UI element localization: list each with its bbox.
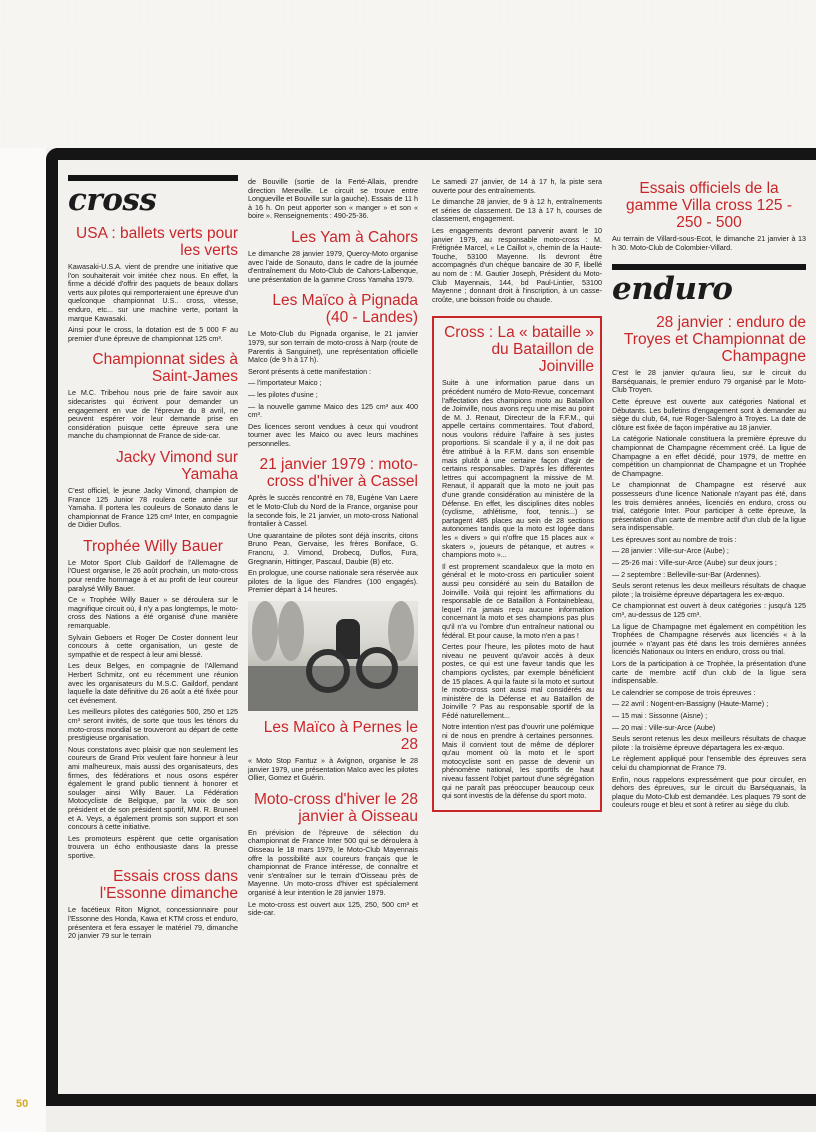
paragraph: — la nouvelle gamme Maico des 125 cm³ aux 400 cm³. [248, 401, 418, 420]
section-rule [68, 175, 238, 181]
paragraph: Le championnat de Champagne est réservé aux possesseurs d'une licence Nationale n'ayant pas été, dans les trois dernières années, licenciés en enduro, cross ou trial, catégorie Inter. Pour participer à cette épreuve, la présentation d'un carte de membre actif d'un club de la ligue sera indispensable. [612, 480, 806, 533]
headline: Essais officiels de la gamme Villa cross 125 - 250 - 500 [626, 180, 792, 231]
tree-shape [252, 601, 278, 661]
wheel-shape [356, 647, 398, 689]
paragraph: — 28 janvier : Ville-sur-Arce (Aube) ; [612, 546, 729, 556]
paragraph: En prévision de l'épreuve de sélection du championnat de France Inter 500 qui se déroulera à Oisseau le 18 mars 1979, le Moto-Club Mayennais offre la possibilité aux coureurs français que le championnat de France intéresse, de connaître et venir s'entraîner sur le terrain d'Oisseau près de Mayenne. Un moto-cross d'hiver est spécialement organisé à leur intention le 28 janvier 1979. [248, 827, 418, 897]
headline: Moto-cross d'hiver le 28 janvier à Oisseau [253, 790, 418, 825]
paragraph: Le règlement appliqué pour l'ensemble des épreuves sera celui du championnat de France 79. [612, 754, 806, 772]
paragraph: C'est officiel, le jeune Jacky Vimond, champion de France 125 Junior 78 roulera cette année sur Yamaha. Il portera les couleurs de Sonauto dans le championnat de France 125 cm³ Inter, en compagnie de Didier Duflos. [68, 485, 238, 530]
paragraph: Le dimanche 28 janvier, de 9 à 12 h, entraînements et séries de classement. De 13 à 17 h, courses de classement, engagement. [432, 197, 602, 224]
column-3 [432, 178, 602, 812]
black-frame-left [46, 148, 58, 1106]
paragraph: Enfin, nous rappelons expressément que pour circuler, en dehors des épreuves, sur le circuit du Barséquanais, la plaque du Moto-Club est demandée. Les plaques 79 sont de couleurs rouge et bleu et sont à retirer au siège du club. [612, 774, 806, 810]
paragraph: Le moto-cross est ouvert aux 125, 250, 500 cm³ et side-car. [248, 899, 418, 918]
column-1 [68, 175, 238, 944]
paragraph: Ce « Trophée Willy Bauer » se déroulera sur le magnifique circuit où, il n'y a pas longtemps, le moto-cross des Nations a été organisé d'une manière remarquable. [68, 595, 238, 631]
paragraph: — 20 mai : Ville-sur-Arce (Aube) [612, 722, 716, 732]
headline: Cross : La « bataille » du Bataillon de Joinville [444, 324, 594, 376]
headline: Trophée Willy Bauer [83, 537, 223, 555]
paragraph: Le Motor Sport Club Gaildorf de l'Allemagne de l'Ouest organise, le 26 août prochain, un moto-cross pour rendre hommage à et au profit de leur coureur paralysé Willy Bauer. [68, 557, 238, 593]
paragraph: Nous constatons avec plaisir que non seulement les coureurs de Grand Prix veulent faire honneur à leur ami malheureux, mais aussi des organisateurs, des firmes, des fédérations et nous osons espérer également le grand public tiennent à honorer et soulager ainsi Willy Bauer. La Fédération Motocycliste de Belgique, par la voix de son président et de son président sportif, MM. R. Bruneel et A. Veys, a également promis son support et son concours à cette initiative. [68, 744, 238, 832]
paragraph: Les engagements devront parvenir avant le 10 janvier 1979, au responsable moto-cross : M. Frétignée Marcel, « Le Caillot », chemin de la Haute-Touche, 53100 Mayenne. Ils devront être accompagnés d'un chèque bancaire de 30 F, libellé au nom de : M. Gautier Joseph, Président du Moto-Club Mayennais, 144, bd Paul-Lintier, 53100 Mayenne ; donnant droit à l'inscription, à un casse-croûte, une boisson froide ou chaude. [432, 225, 602, 304]
paragraph: — les pilotes d'usine ; [248, 389, 318, 399]
paragraph: Au terrain de Villard-sous-Ecot, le dimanche 21 janvier à 13 h 30. Moto-Club de Colombier-Villard. [612, 234, 806, 252]
paragraph: — 25-26 mai : Ville-sur-Arce (Aube) sur deux jours ; [612, 558, 777, 568]
paragraph: Le Moto-Club du Pignada organise, le 21 janvier 1979, sur son terrain de moto-cross à Narp (route de Parentis à Sanguinet), une représentation officielle Maïco (de 9 h à 17 h). [248, 329, 418, 365]
tree-shape [278, 601, 304, 661]
paragraph: Après le succès rencontré en 78, Eugène Van Laere et le Moto-Club du Nord de la France, organise pour la seconde fois, le 21 janvier, un moto-cross National frontalier à Cassel. [248, 493, 418, 529]
headline: USA : ballets verts pour les verts [76, 225, 238, 259]
column-4 [612, 178, 806, 813]
section-title-cross: cross [68, 182, 157, 218]
paragraph: La catégorie Nationale constituera la première épreuve du championnat de Champagne récemment créé. La ligue de Champagne a en effet décidé, pour 1979, de mettre en compétition un championnat de Champagne et un Trophée de Champagne. [612, 434, 806, 478]
headline: Essais cross dans l'Essonne dimanche [99, 868, 238, 903]
headline: 21 janvier 1979 : moto-cross d'hiver à Cassel [259, 456, 418, 491]
paragraph: Les meilleurs pilotes des catégories 500, 250 et 125 cm³ seront invités, de sorte que tous les ténors du moto-cross mondial se trouveront au départ de cette prestigieuse organisation. [68, 707, 238, 743]
paragraph: Notre intention n'est pas d'ouvrir une polémique ni de nous en prendre à certaines personnes. Mais il convient tout de même de déplorer qu'au moment où la moto et le sport motocycliste sont en passe de devenir un phénomène national, les sportifs de haut niveau fassent l'objet partout d'une ségrégation qui ne paraît pas préoccuper beaucoup ceux qui sont investis de la défense du sport moto. [442, 722, 594, 801]
paragraph: — l'importateur Maico ; [248, 378, 322, 388]
headline: Jacky Vimond sur Yamaha [115, 448, 238, 483]
section-rule [612, 264, 806, 270]
wheel-shape [306, 649, 350, 693]
headline: Championnat sides à Saint-James [92, 351, 238, 386]
paragraph: Sylvain Geboers et Roger De Coster donnent leur concours à cette organisation, un geste de sympathie et de respect à leur ami blessé. [68, 632, 238, 659]
paragraph: Il est proprement scandaleux que la moto en général et le moto-cross en particulier soient aussi peu considéré au sein du Bataillon de Joinville. Voilà qui rejoint les affirmations du responsable de ce Bataillon à Fontainebleau, lequel n'a jamais reçu aucune information concernant la moto et ses champions pas plus qu'il n'a vu l'ombre d'un entraîneur national ou fédéral. Et pour cause, la moto n'en a pas ! [442, 561, 594, 640]
paragraph: La ligue de Champagne met également en compétition les Trophées de Champagne réservés aux licenciés « à la journée » n'ayant pas été dans les trois dernières années licenciés Nationaux ou Inters en enduro, cross ou trial. [612, 621, 806, 657]
paragraph: Les deux Belges, en compagnie de l'Allemand Herbert Schmitz, ont eu récemment une réunion avec les organisateurs du M.S.C. Gaildorf, pendant laquelle la date définitive du 26 août a été fixée pour cet événement. [68, 661, 238, 705]
boxed-article [432, 316, 602, 812]
paragraph: Ainsi pour le cross, la dotation est de 5 000 F au premier d'une épreuve de championnat 125 cm³. [68, 325, 238, 343]
paragraph: — 2 septembre : Belleville-sur-Bar (Ardennes). [612, 569, 761, 579]
paragraph: Une quarantaine de pilotes sont déjà inscrits, citons Bruno Pean, Gervaise, les frères Boniface, G. Francru, J. Vimond, Drobecq, Duflos, Fura, Gregnanin, Hittinger, Pascaul, Daubie (B) etc. [248, 530, 418, 566]
paragraph: Seuls seront retenus les deux meilleurs résultats de chaque pilote ; la troisième épreuve départagera les ex-æquo. [612, 581, 806, 599]
paragraph: Lors de la participation à ce Trophée, la présentation d'une carte de membre actif d'un club de la ligue sera indispensable. [612, 659, 806, 686]
motocross-photo [248, 601, 418, 711]
paragraph: — 22 avril : Nogent-en-Bassigny (Haute-Marne) ; [612, 699, 769, 709]
tree-shape [388, 601, 414, 661]
page-number: 50 [16, 1098, 29, 1110]
paragraph: Seuls seront retenus les deux meilleurs résultats de chaque pilote : la troisième épreuve départagera les ex-æquo. [612, 734, 806, 752]
headline: Les Maïco à Pernes le 28 [263, 719, 418, 753]
paragraph: Les promoteurs espèrent que cette organisation trouvera un écho enthousiaste dans la presse sportive. [68, 833, 238, 860]
paragraph: Kawasaki-U.S.A. vient de prendre une initiative que l'on souhaiterait voir imitée chez nous. En effet, la firme a décidé d'offrir des paquets de beaux dollars verts aux pilotes qui remporteraient une épreuve d'un quelconque championnat U.S.. cross, vitesse, enduro, etc... sur une machine verte, portant la marque Kawasaki. [68, 262, 238, 323]
paragraph: — 15 mai : Sissonne (Aisne) ; [612, 710, 708, 720]
paragraph: de Bouville (sortie de la Ferté-Allais, prendre direction Mereville. Le circuit se trouve entre Longueville et Bouville sur la gauche). Essais de 11 h à 16 h. On peut apporter son « manger » et son « boire ». Renseignements : 490-25-36. [248, 177, 418, 221]
paragraph: Suite à une information parue dans un précédent numéro de Moto-Revue, concernant l'affectation des champions moto au Bataillon de Joinville, nous avons reçu une mise au point de M. J. Renaut, Directeur de la F.F.M., qui appelle certains commentaires. Tout d'abord, nous voulons réduire l'affaire à ses justes proportions. Si scandale il y a, il ne doit pas être attribué à la F.F.M. dans son ensemble mais plutôt à une certaine façon d'agir de certains responsables. D'après les différentes lettres qui accompagnent la missive de M. Renaut, il apparaît que la moto ne jouit pas d'une grande considération au ministère de la Défense. En effet, les disciplines dites nobles (cyclisme, athlétisme, foot, tennis...) se partagent 485 places au sein de 28 sections autonomes tandis que la moto est logée dans les « divers » qui n'offre que 15 places aux « skaters », joueurs de pétanque, et autres « champions moto »... [442, 378, 594, 560]
paragraph: Le dimanche 28 janvier 1979, Quercy-Moto organise avec l'aide de Sonauto, dans le cadre de la journée d'entraînement du Moto-Club de Cahors-Lalbenque, une présentation de la gamme Cross Yamaha 1979. [248, 248, 418, 284]
blank-top-margin [0, 0, 816, 148]
section-title-enduro: enduro [612, 271, 733, 308]
paragraph: Le samedi 27 janvier, de 14 à 17 h, la piste sera ouverte pour des entraînements. [432, 177, 602, 195]
black-frame-bottom [46, 1094, 816, 1106]
paragraph: Le facétieux Riton Mignot, concessionnaire pour l'Essonne des Honda, Kawa et KTM cross et enduro, présentera et fera essayer le matériel 79, dimanche 20 janvier 79 sur le terrain [68, 905, 238, 941]
paragraph: Des licences seront vendues à ceux qui voudront tourner avec les Maico ou avec leurs machines personnelles. [248, 421, 418, 448]
column-2 [248, 178, 418, 921]
paragraph: Les épreuves sont au nombre de trois : [612, 534, 737, 544]
paragraph: Seront présents à cette manifestation : [248, 366, 372, 376]
paragraph: En prologue, une course nationale sera réservée aux pilotes de la ligue des Flandres (100 engagés). Premier départ à 14 heures. [248, 568, 418, 595]
paragraph: C'est le 28 janvier qu'aura lieu, sur le circuit du Barséquanais, le premier enduro 79 organisé par le Moto-Club Troyen. [612, 368, 806, 395]
page-edge [0, 148, 46, 1132]
headline: Les Yam à Cahors [291, 228, 418, 246]
headline: 28 janvier : enduro de Troyes et Championnat de Champagne [623, 314, 806, 366]
paragraph: Le M.C. Tribehou nous prie de faire savoir aux sidecaristes qui écrivent pour demander un engagement en vue de l'épreuve du 8 avril, ne peuvent espérer voir leur demande prise en considération puisque cette épreuve sera une manche du championnat de France de side-car. [68, 388, 238, 441]
paragraph: « Moto Stop Fantuz » à Avignon, organise le 28 janvier 1979, une présentation Maïco avec les pilotes Ollier, Gomez et Guérin. [248, 756, 418, 783]
black-frame-top [46, 148, 816, 160]
paragraph: Cette épreuve est ouverte aux catégories National et Débutants. Les bulletins d'engagement sont à demander au siège du club, 64, rue Roger-Salengro à Troyes. La date de clôture est fixée de façon impérative au 18 janvier. [612, 396, 806, 432]
paragraph: Certes pour l'heure, les pilotes moto de haut niveau ne peuvent qu'avoir accès à deux postes, ce qui est une faveur tandis que les champions cyclistes, par exemple bénéficient de 15 places. A qui la faute si la moto et surtout le moto-cross sont aussi mal considérés au ministère de la Défense et au Bataillon de Joinville ? Pas au responsable sportif de la Fédé naturellement... [442, 642, 594, 720]
paragraph: Le calendrier se compose de trois épreuves : [612, 687, 756, 697]
headline: Les Maïco à Pignada (40 - Landes) [272, 292, 418, 327]
paragraph: Ce championnat est ouvert à deux catégories : jusqu'à 125 cm³, au-dessus de 125 cm³. [612, 601, 806, 620]
